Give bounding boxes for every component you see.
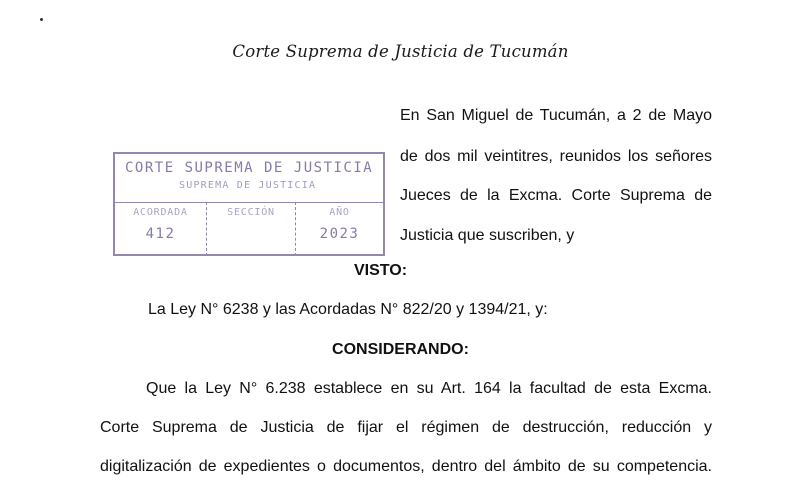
stamp-seccion-cell [207,202,296,256]
intro-line: de dos mil veintitres, reunidos los señores [400,148,712,165]
scan-speck [40,18,43,21]
considerando-line: Que la Ley N° 6.238 establece en su Art. 164 la facultad de esta Excma. [146,380,712,397]
considerando-heading: CONSIDERANDO: [332,341,469,358]
stamp-anio-value: 2023 [319,226,360,242]
stamp-anio-cell [296,202,383,256]
considerando-line: digitalización de expedientes o documentos, dentro del ámbito de su competencia. [100,458,712,475]
intro-line: Jueces de la Excma. Corte Suprema de [400,187,712,204]
intro-line: En San Miguel de Tucumán, a 2 de Mayo [400,107,712,124]
stamp-header [115,154,383,203]
stamp-court-name: CORTE SUPREMA DE JUSTICIA [125,160,374,176]
intro-line-last: Justicia que suscriben, y [400,227,575,244]
considerando-line: Corte Suprema de Justicia de fijar el régimen de destrucción, reducción y [100,419,712,436]
stamp-acordada-label: ACORDADA [133,207,188,218]
page-title: Corte Suprema de Justicia de Tucumán [232,42,569,61]
stamp-seccion-label: SECCIÓN [227,207,275,218]
visto-text: La Ley N° 6238 y las Acordadas N° 822/20 y 1394/21, y: [148,301,548,318]
stamp-anio-label: AÑO [329,207,350,218]
stamp-acordada-value: 412 [145,226,176,242]
stamp-acordada-cell [115,202,207,256]
visto-heading: VISTO: [353,262,408,279]
stamp-subtitle: SUPREMA DE JUSTICIA [179,180,317,191]
registry-stamp [113,152,385,256]
